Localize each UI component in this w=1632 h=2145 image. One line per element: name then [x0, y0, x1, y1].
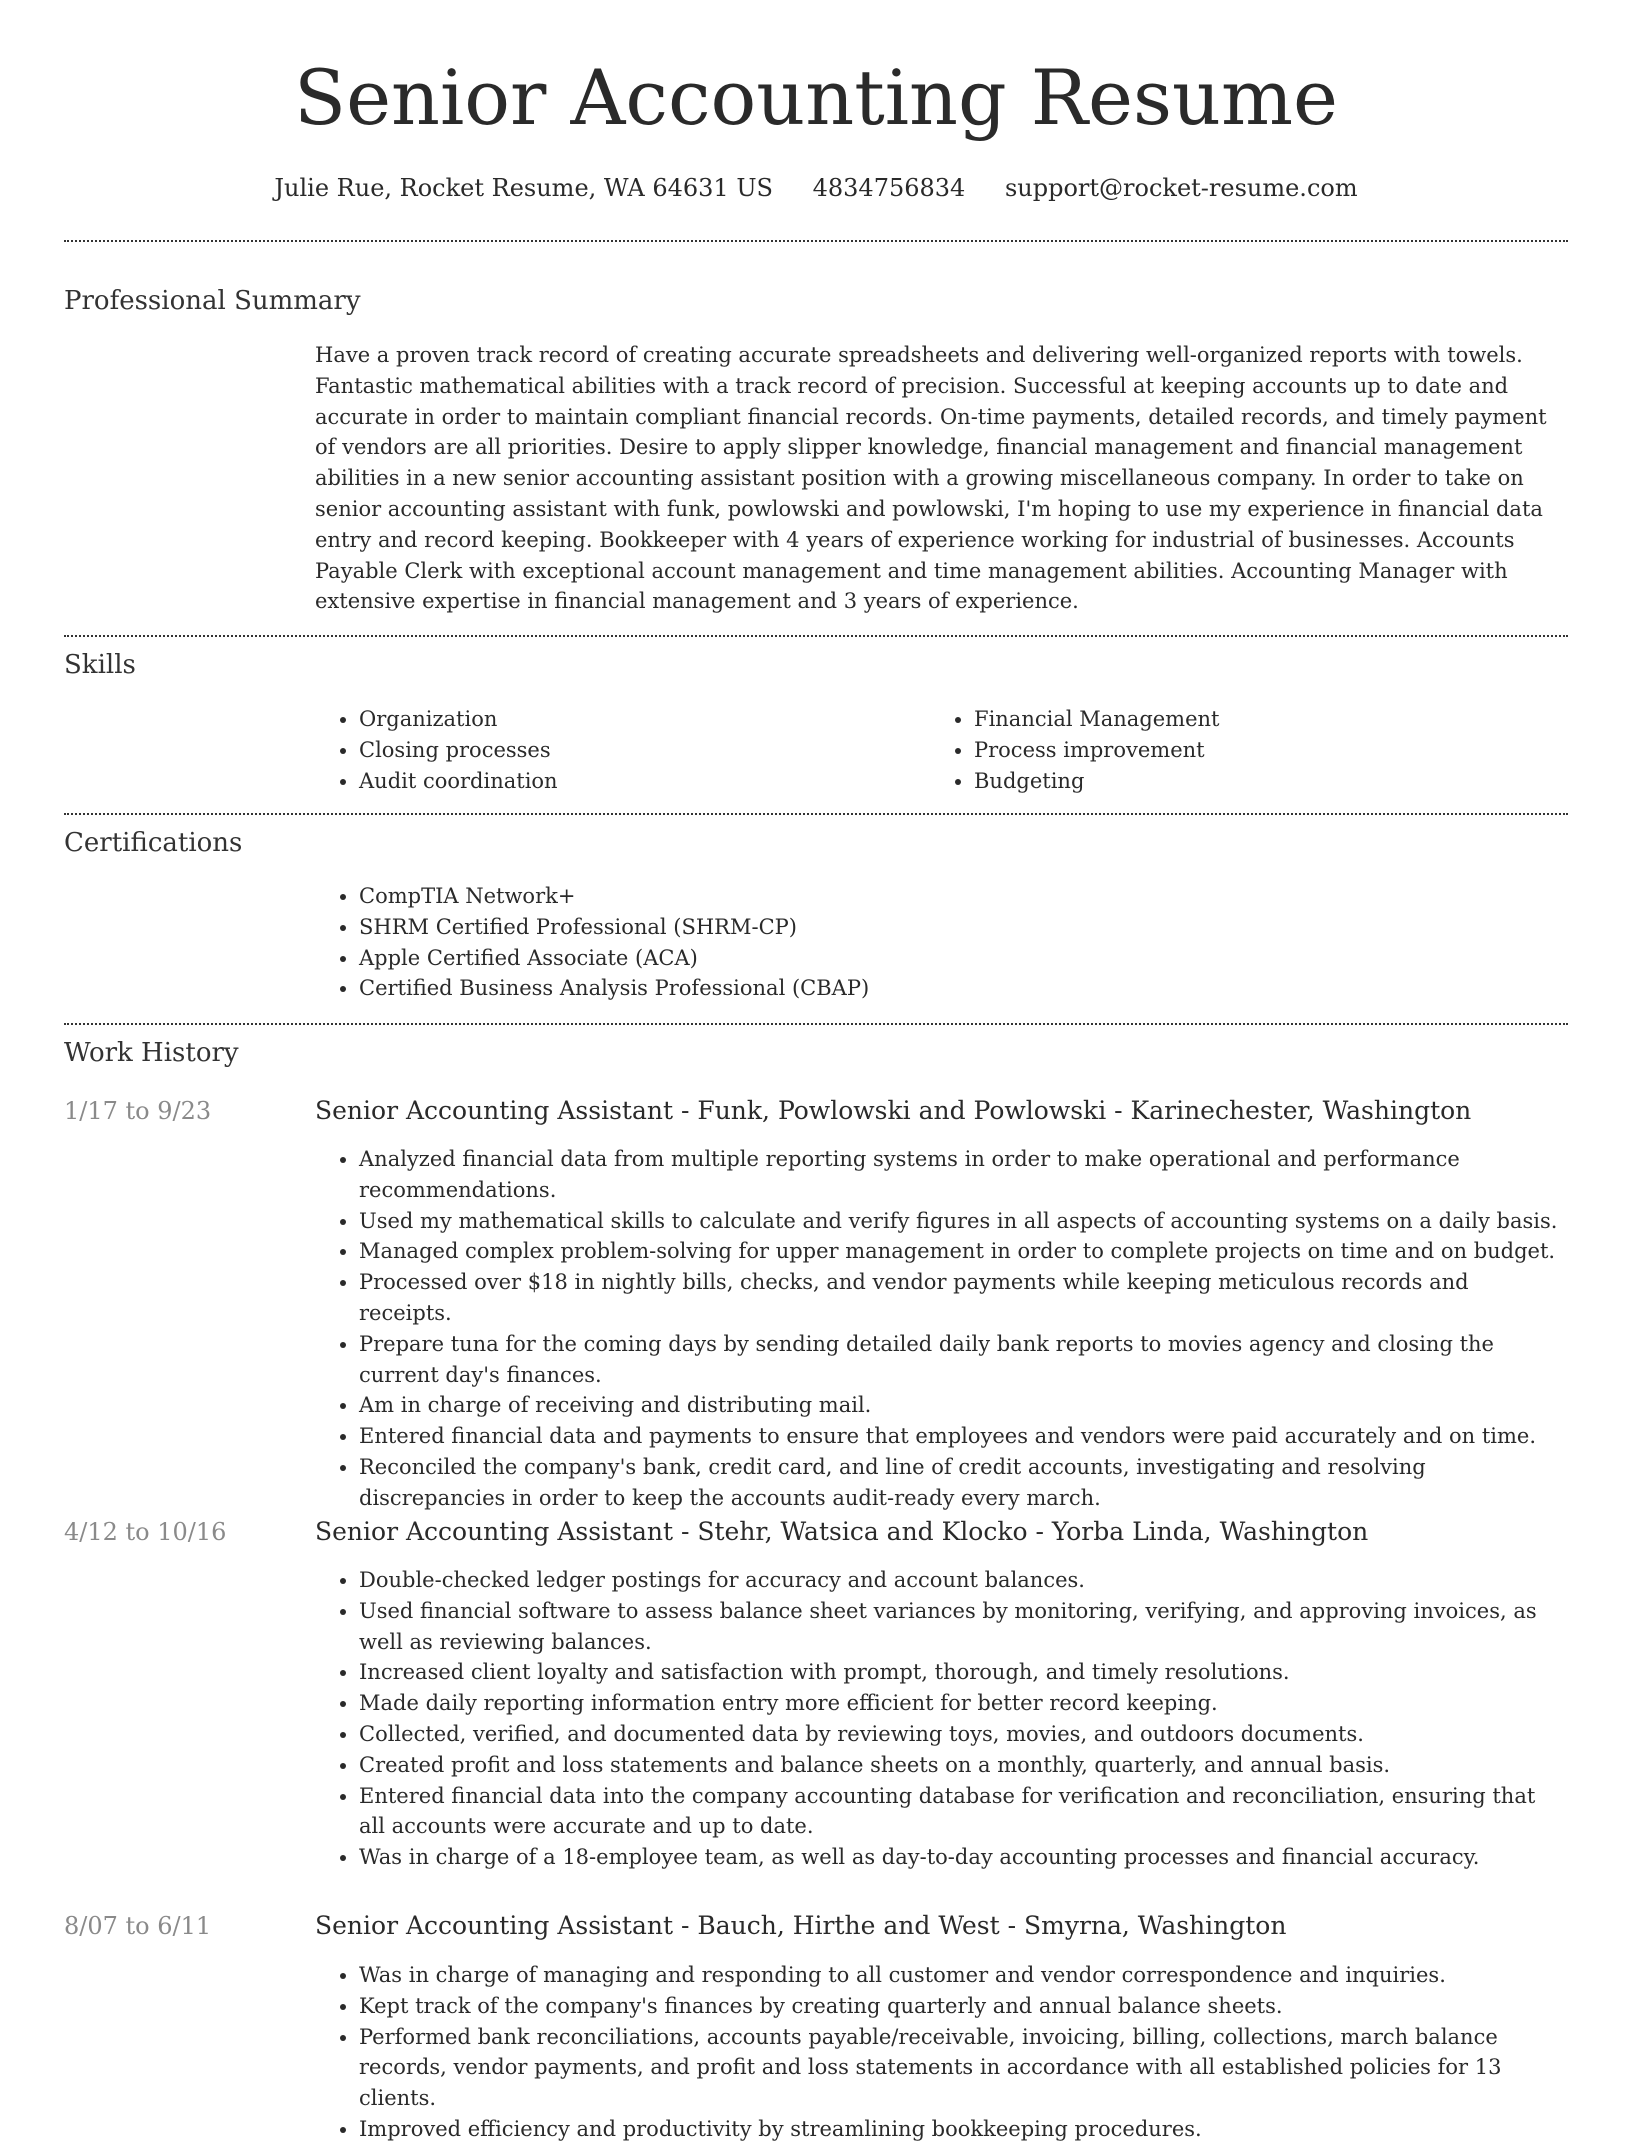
job-bullet: • Was in charge of a 18-employee team, as well as day-to-day accounting processes and financial accuracy. — [359, 1842, 1565, 1873]
skill-item: • Budgeting — [974, 766, 1530, 797]
divider — [64, 635, 1568, 637]
job-bullet: • Collected, verified, and documented data by reviewing toys, movies, and outdoors documents. — [359, 1719, 1565, 1750]
job-dates: 4/12 to 10/16 — [64, 1518, 227, 1546]
job-bullet: • Reconciled the company's bank, credit card, and line of credit accounts, investigating and resolving discrepancies in order to keep the accounts audit-ready every march. — [359, 1452, 1565, 1514]
job-bullet: • Analyzed financial data from multiple reporting systems in order to make operational and performance recommendations. — [359, 1144, 1565, 1206]
certification-item: • Certified Business Analysis Professional (CBAP) — [359, 973, 1515, 1004]
job-bullet: • Entered financial data and payments to ensure that employees and vendors were paid accurately and on time. — [359, 1421, 1565, 1452]
job-bullets — [315, 1565, 1565, 1873]
job-dates: 1/17 to 9/23 — [64, 1097, 212, 1125]
section-heading-summary: Professional Summary — [64, 286, 361, 316]
job-bullet: • Managed complex problem-solving for upper management in order to complete projects on time and on budget. — [359, 1236, 1565, 1267]
certifications-list — [315, 881, 1515, 1004]
certification-item: • SHRM Certified Professional (SHRM-CP) — [359, 912, 1515, 943]
skill-item: • Closing processes — [359, 735, 915, 766]
job-bullets — [315, 1960, 1565, 2145]
skill-item: • Process improvement — [974, 735, 1530, 766]
divider — [64, 813, 1568, 815]
summary-text: Have a proven track record of creating accurate spreadsheets and delivering well-organized reports with towels. Fantastic mathematical abilities with a track record of precision. Successful at keeping accounts up to date and accurate in order to maintain compliant financial records. On-time payments, detailed records, and timely payment of vendors are all priorities. Desire to apply slipper knowledge, financial management and financial management abilities in a new senior accounting assistant position with a growing miscellaneous company. In order to take on senior accounting assistant with funk, powlowski and powlowski, I'm hoping to use my experience in financial data entry and record keeping. Bookkeeper with 4 years of experience working for industrial of businesses. Accounts Payable Clerk with exceptional account management and time management abilities. Accounting Manager with extensive expertise in financial management and 3 years of experience. — [315, 343, 1547, 614]
job-title: Senior Accounting Assistant - Stehr, Watsica and Klocko - Yorba Linda, Washington — [315, 1517, 1369, 1546]
job-dates: 8/07 to 6/11 — [64, 1912, 212, 1940]
skill-item: • Financial Management — [974, 704, 1530, 735]
resume-title: Senior Accounting Resume — [294, 53, 1338, 142]
skill-item: • Audit coordination — [359, 766, 915, 797]
certification-item: • CompTIA Network+ — [359, 881, 1515, 912]
skill-item: • Organization — [359, 704, 915, 735]
job-bullet: • Prepare tuna for the coming days by sending detailed daily bank reports to movies agency and closing the current day's finances. — [359, 1329, 1565, 1391]
section-heading-skills: Skills — [64, 650, 136, 680]
job-title: Senior Accounting Assistant - Bauch, Hirthe and West - Smyrna, Washington — [315, 1911, 1287, 1940]
job-bullet: • Am in charge of receiving and distributing mail. — [359, 1390, 1565, 1421]
contact-address: Julie Rue, Rocket Resume, WA 64631 US — [274, 174, 773, 202]
divider — [64, 240, 1568, 242]
job-bullet: • Performed bank reconciliations, accounts payable/receivable, invoicing, billing, collections, march balance records, vendor payments, and profit and loss statements in accordance with all established policies for 13 clients. — [359, 2022, 1565, 2114]
job-bullets — [315, 1144, 1565, 1514]
section-heading-certifications: Certifications — [64, 828, 243, 858]
job-bullet: • Processed over $18 in nightly bills, checks, and vendor payments while keeping meticulous records and receipts. — [359, 1267, 1565, 1329]
contact-line — [0, 170, 1632, 206]
job-bullet: • Entered financial data into the company accounting database for verification and reconciliation, ensuring that all accounts were accurate and up to date. — [359, 1781, 1565, 1843]
job-bullet: • Improved efficiency and productivity by streamlining bookkeeping procedures. — [359, 2114, 1565, 2145]
section-heading-work-history: Work History — [64, 1038, 239, 1068]
skills-column-right — [930, 704, 1530, 796]
contact-phone: 4834756834 — [812, 174, 966, 202]
job-bullet: • Created profit and loss statements and balance sheets on a monthly, quarterly, and annual basis. — [359, 1750, 1565, 1781]
job-bullet: • Used financial software to assess balance sheet variances by monitoring, verifying, and approving invoices, as well as reviewing balances. — [359, 1596, 1565, 1658]
job-bullet: • Double-checked ledger postings for accuracy and account balances. — [359, 1565, 1565, 1596]
job-bullet: • Used my mathematical skills to calculate and verify figures in all aspects of accounting systems on a daily basis. — [359, 1206, 1565, 1237]
skills-column-left — [315, 704, 915, 796]
job-bullet: • Kept track of the company's finances by creating quarterly and annual balance sheets. — [359, 1991, 1565, 2022]
job-bullet: • Made daily reporting information entry more efficient for better record keeping. — [359, 1688, 1565, 1719]
job-title: Senior Accounting Assistant - Funk, Powlowski and Powlowski - Karinechester, Washington — [315, 1096, 1472, 1125]
divider — [64, 1023, 1568, 1025]
job-bullet: • Was in charge of managing and responding to all customer and vendor correspondence and inquiries. — [359, 1960, 1565, 1991]
job-bullet: • Increased client loyalty and satisfaction with prompt, thorough, and timely resolutions. — [359, 1657, 1565, 1688]
contact-email: support@rocket-resume.com — [1004, 174, 1358, 202]
certification-item: • Apple Certified Associate (ACA) — [359, 943, 1515, 974]
